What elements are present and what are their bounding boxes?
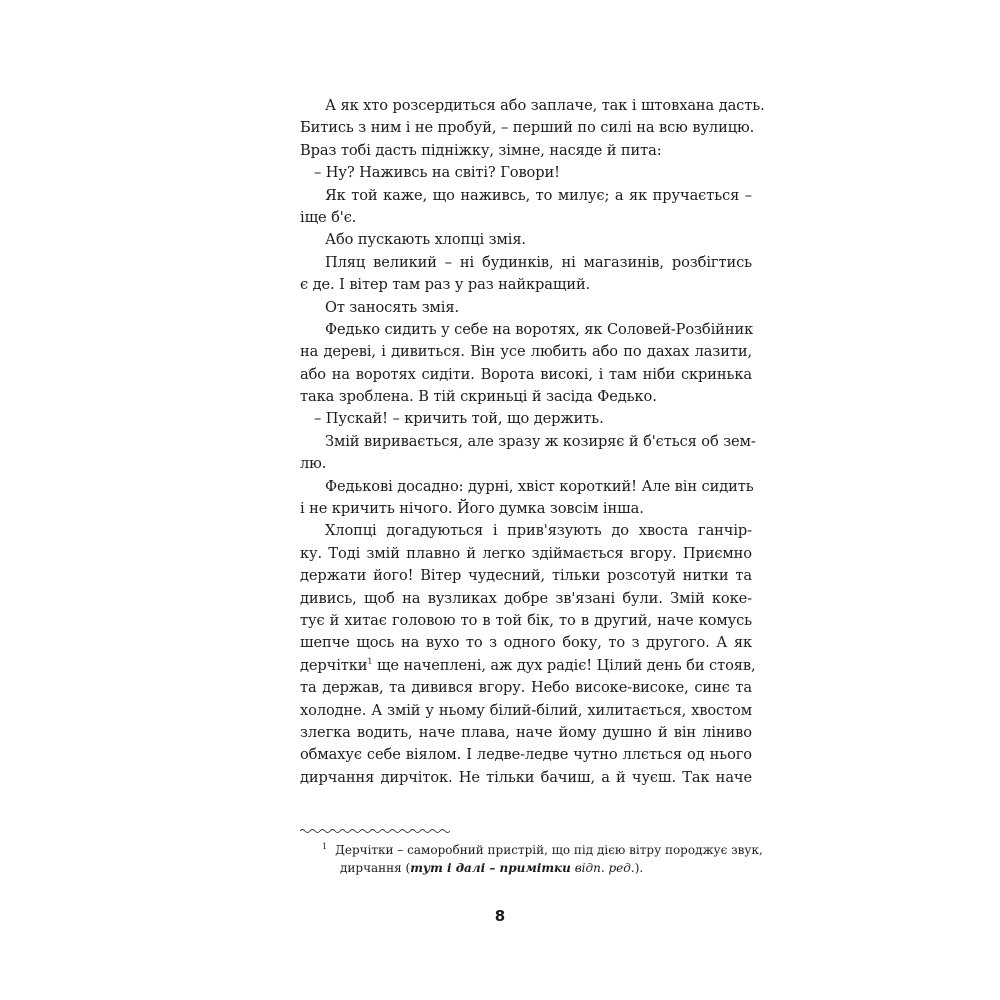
text-line-content: та держав, та дивився вгору. Небо високе-високе, синє та	[300, 679, 752, 697]
text-line-content: – Ну? Наживсь на світі? Говори!	[314, 164, 560, 182]
text-line-content: Пляц великий – ні будинків, ні магазинів, розбігтись	[325, 253, 752, 271]
text-line	[300, 655, 756, 677]
text-line	[300, 476, 752, 498]
text-line-content: лю.	[300, 455, 327, 473]
main-text	[300, 95, 765, 789]
text-line	[300, 610, 752, 632]
text-line-content: шепче щось на вухо то з одного боку, то з другого. А як	[300, 634, 752, 652]
text-line-content: держати його! Вітер чудесний, тільки розсотуй нитки та	[300, 567, 752, 585]
footnote-divider	[300, 828, 450, 834]
text-line	[300, 297, 752, 319]
text-line	[300, 565, 752, 587]
text-line	[300, 431, 756, 453]
text-line	[300, 252, 752, 274]
text-line	[300, 95, 765, 117]
text-line	[300, 543, 752, 565]
footnote-marker: 1	[322, 842, 328, 851]
text-line	[300, 588, 752, 610]
footnote-text-start: дирчання (	[340, 861, 411, 875]
text-line	[300, 722, 752, 744]
text-line	[300, 453, 752, 475]
footnote-italic: відп. ред.	[570, 861, 635, 875]
text-line-content: є де. І вітер там раз у раз найкращий.	[300, 276, 591, 294]
text-line-content: Змій виривається, але зразу ж козиряє й б'ється об зем-	[325, 432, 756, 450]
footnote-line-2	[300, 859, 752, 877]
footnote-line-1	[300, 838, 763, 859]
text-line-content: холодне. А змій у ньому білий-білий, хилитається, хвостом	[300, 701, 752, 719]
text-line-content: Або пускають хлопці змія.	[325, 231, 526, 249]
text-line-content: дирчання дирчіток. Не тільки бачиш, а й чуєш. Так наче	[300, 768, 752, 786]
text-line-content: на дереві, і дивиться. Він усе любить або по дахах лазити,	[300, 343, 752, 361]
text-line	[300, 207, 752, 229]
text-line-content: Федько сидить у себе на воротях, як Соловей-Розбійник	[325, 320, 754, 338]
text-line-content: Битись з ним і не пробуй, – перший по силі на всю вулицю.	[300, 119, 755, 137]
text-line	[300, 498, 752, 520]
footnote-text: Дерчітки – саморобний пристрій, що під дією вітру породжує звук,	[335, 843, 763, 857]
page-number: 8	[494, 907, 506, 925]
text-line	[300, 364, 752, 386]
text-line-content: і не кричить нічого. Його думка зовсім інша.	[300, 500, 644, 518]
text-line-content: Враз тобі дасть підніжку, зімне, насяде й пита:	[300, 141, 662, 159]
text-line	[300, 341, 752, 363]
text-line-content: ще начеплені, аж дух радіє! Цілий день би стояв,	[372, 656, 756, 674]
text-line	[300, 408, 752, 430]
text-line-content: А як хто розсердиться або заплаче, так і штовхана дасть.	[325, 97, 765, 114]
text-line	[300, 677, 752, 699]
text-line	[300, 520, 752, 542]
text-line	[300, 319, 752, 341]
footnote-text-end: ).	[634, 861, 644, 875]
text-line-content: тує й хитає головою то в той бік, то в другий, наче комусь	[300, 611, 752, 629]
text-line	[300, 744, 752, 766]
text-line	[300, 162, 752, 184]
text-line	[300, 140, 752, 162]
footnote-reference: 1	[367, 656, 373, 666]
footnote	[300, 838, 763, 877]
text-line-content: Федькові досадно: дурні, хвіст короткий! Але він сидить	[325, 477, 754, 495]
text-line-content: або на воротях сидіти. Ворота високі, і там ніби скринька	[300, 365, 752, 383]
text-line-content: Як той каже, що наживсь, то милує; а як пручається –	[325, 186, 752, 204]
text-line-content: дивись, щоб на вузликах добре зв'язані були. Змій коке-	[300, 589, 752, 607]
footnote-emphasis: тут і далі – примітки	[410, 861, 571, 875]
text-line	[300, 117, 755, 139]
text-line	[300, 185, 752, 207]
text-line-content: злегка водить, наче плава, наче йому душно й він ліниво	[300, 723, 752, 741]
text-line-content: така зроблена. В тій скриньці й засіда Федько.	[300, 388, 657, 406]
text-line	[300, 632, 752, 654]
text-line-content: От заносять змія.	[325, 298, 460, 316]
text-line-content: обмахує себе віялом. І ледве-ледве чутно ллється од нього	[300, 746, 752, 764]
text-line-content: дерчітки	[300, 656, 368, 674]
text-line-content: Хлопці догадуються і прив'язують до хвоста ганчір-	[325, 522, 752, 540]
text-line	[300, 274, 752, 296]
text-line-content: іще б'є.	[300, 208, 357, 226]
text-line-content: ку. Тоді змій плавно й легко здіймається вгору. Приємно	[300, 544, 752, 562]
text-line	[300, 229, 752, 251]
text-line	[300, 767, 752, 789]
text-line	[300, 700, 752, 722]
text-line-content: – Пускай! – кричить той, що держить.	[314, 410, 604, 428]
text-line	[300, 386, 752, 408]
